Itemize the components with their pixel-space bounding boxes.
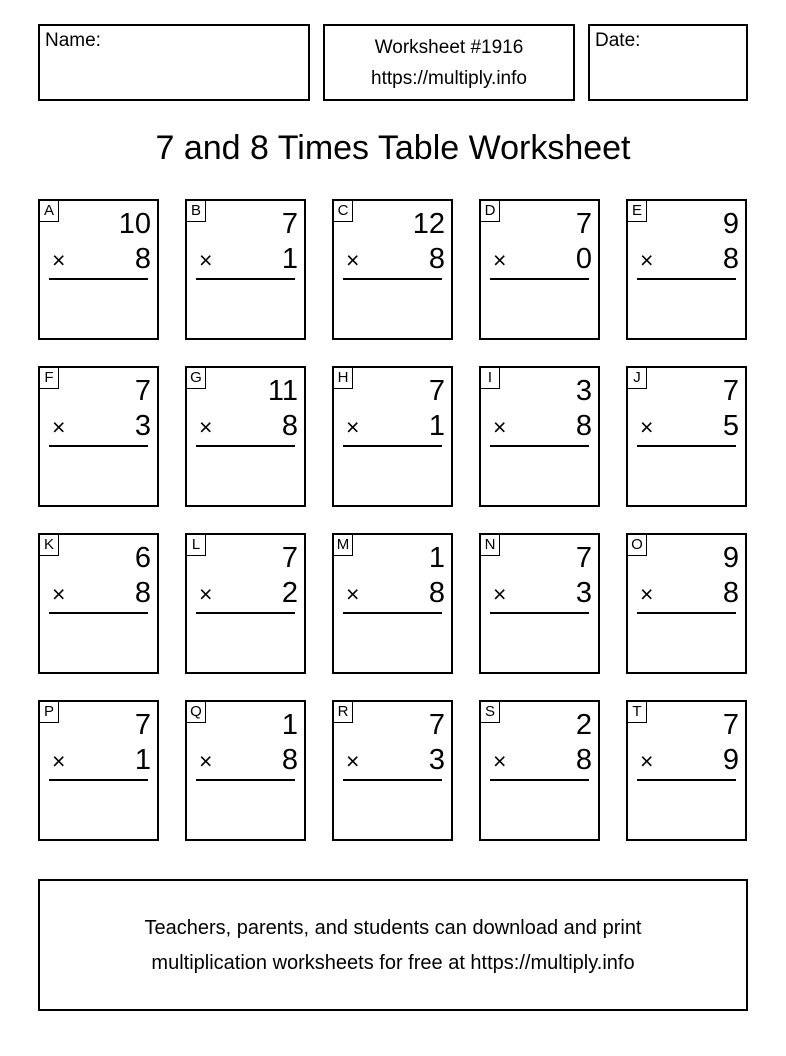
problem-card — [38, 700, 159, 841]
multiplier: 8 — [428, 243, 445, 275]
answer-line — [343, 445, 442, 447]
multiplier: 8 — [575, 410, 592, 442]
multiplier: 8 — [722, 577, 739, 609]
multiplicand: 2 — [575, 709, 592, 741]
multiplier: 3 — [134, 410, 151, 442]
multiply-sign: × — [199, 247, 213, 273]
multiplier: 8 — [428, 577, 445, 609]
multiplier: 8 — [722, 243, 739, 275]
problem-letter: S — [481, 702, 500, 723]
multiplier: 1 — [281, 243, 298, 275]
footer-line-2: multiplication worksheets for free at https://multiply.info — [151, 952, 635, 974]
problem-card — [185, 700, 306, 841]
problem-letter: H — [334, 368, 353, 389]
multiplier: 1 — [428, 410, 445, 442]
problem-card — [38, 366, 159, 507]
problem-letter: M — [334, 535, 353, 556]
multiplicand: 7 — [722, 375, 739, 407]
problem-letter: O — [628, 535, 647, 556]
multiply-sign: × — [640, 247, 654, 273]
footer-box — [38, 879, 748, 1011]
answer-line — [637, 779, 736, 781]
multiplier: 2 — [281, 577, 298, 609]
multiplicand: 7 — [722, 709, 739, 741]
date-field-box — [588, 24, 748, 101]
multiply-sign: × — [199, 748, 213, 774]
problem-letter: R — [334, 702, 353, 723]
answer-line — [49, 278, 148, 280]
multiplier: 8 — [575, 744, 592, 776]
multiplier: 8 — [281, 410, 298, 442]
problem-card — [626, 700, 747, 841]
problem-letter: C — [334, 201, 353, 222]
multiplicand: 7 — [134, 375, 151, 407]
answer-line — [49, 779, 148, 781]
multiplier: 1 — [134, 744, 151, 776]
problem-card — [185, 199, 306, 340]
problem-letter: G — [187, 368, 206, 389]
problem-card — [332, 533, 453, 674]
problem-letter: T — [628, 702, 647, 723]
multiply-sign: × — [346, 581, 360, 607]
answer-line — [49, 612, 148, 614]
answer-line — [490, 445, 589, 447]
problem-card — [332, 199, 453, 340]
answer-line — [196, 779, 295, 781]
multiply-sign: × — [199, 414, 213, 440]
multiplicand: 7 — [281, 542, 298, 574]
multiply-sign: × — [346, 414, 360, 440]
multiply-sign: × — [493, 247, 507, 273]
multiplier: 3 — [575, 577, 592, 609]
date-label: Date: — [595, 30, 641, 51]
multiply-sign: × — [493, 748, 507, 774]
multiplicand: 1 — [281, 709, 298, 741]
answer-line — [637, 612, 736, 614]
multiplicand: 12 — [412, 208, 445, 240]
multiplier: 0 — [575, 243, 592, 275]
problem-card — [185, 366, 306, 507]
multiplier: 3 — [428, 744, 445, 776]
multiplicand: 10 — [118, 208, 151, 240]
problem-letter: L — [187, 535, 206, 556]
multiply-sign: × — [640, 414, 654, 440]
multiplicand: 11 — [267, 375, 298, 407]
problem-card — [38, 533, 159, 674]
answer-line — [196, 612, 295, 614]
multiplicand: 9 — [722, 542, 739, 574]
multiplicand: 7 — [575, 542, 592, 574]
multiply-sign: × — [493, 581, 507, 607]
problem-letter: N — [481, 535, 500, 556]
problem-letter: A — [40, 201, 59, 222]
answer-line — [637, 445, 736, 447]
problem-letter: Q — [187, 702, 206, 723]
multiplicand: 7 — [428, 375, 445, 407]
answer-line — [490, 612, 589, 614]
multiply-sign: × — [199, 581, 213, 607]
answer-line — [343, 278, 442, 280]
worksheet-number: Worksheet #1916 — [374, 37, 524, 58]
multiplicand: 9 — [722, 208, 739, 240]
answer-line — [343, 779, 442, 781]
answer-line — [490, 278, 589, 280]
multiply-sign: × — [52, 581, 66, 607]
answer-line — [196, 445, 295, 447]
multiply-sign: × — [493, 414, 507, 440]
multiply-sign: × — [346, 748, 360, 774]
problem-card — [332, 700, 453, 841]
multiplier: 8 — [281, 744, 298, 776]
answer-line — [343, 612, 442, 614]
problem-letter: D — [481, 201, 500, 222]
multiplicand: 6 — [134, 542, 151, 574]
problem-card — [626, 199, 747, 340]
problem-card — [626, 533, 747, 674]
multiply-sign: × — [52, 247, 66, 273]
answer-line — [637, 278, 736, 280]
multiplicand: 7 — [575, 208, 592, 240]
multiplicand: 7 — [428, 709, 445, 741]
site-url: https://multiply.info — [371, 68, 527, 89]
name-label: Name: — [45, 30, 101, 51]
multiply-sign: × — [52, 414, 66, 440]
multiplier: 5 — [722, 410, 739, 442]
problem-card — [479, 366, 600, 507]
answer-line — [49, 445, 148, 447]
name-field-box — [38, 24, 310, 101]
multiplier: 9 — [722, 744, 739, 776]
multiplicand: 1 — [428, 542, 445, 574]
multiplier: 8 — [134, 243, 151, 275]
answer-line — [490, 779, 589, 781]
problem-letter: K — [40, 535, 59, 556]
problem-letter: F — [40, 368, 59, 389]
problem-card — [479, 533, 600, 674]
multiplicand: 3 — [575, 375, 592, 407]
page-title: 7 and 8 Times Table Worksheet — [155, 129, 631, 167]
problem-letter: J — [628, 368, 647, 389]
problem-card — [332, 366, 453, 507]
problem-letter: B — [187, 201, 206, 222]
multiply-sign: × — [640, 748, 654, 774]
answer-line — [196, 278, 295, 280]
problem-letter: I — [481, 368, 500, 389]
multiply-sign: × — [52, 748, 66, 774]
multiply-sign: × — [640, 581, 654, 607]
problem-card — [626, 366, 747, 507]
worksheet-info-box — [323, 24, 575, 101]
problem-card — [479, 199, 600, 340]
multiplicand: 7 — [281, 208, 298, 240]
problem-card — [185, 533, 306, 674]
multiplicand: 7 — [134, 709, 151, 741]
multiplier: 8 — [134, 577, 151, 609]
problem-card — [38, 199, 159, 340]
problem-letter: E — [628, 201, 647, 222]
multiply-sign: × — [346, 247, 360, 273]
problem-card — [479, 700, 600, 841]
footer-line-1: Teachers, parents, and students can download and print — [144, 917, 642, 939]
problem-letter: P — [40, 702, 59, 723]
